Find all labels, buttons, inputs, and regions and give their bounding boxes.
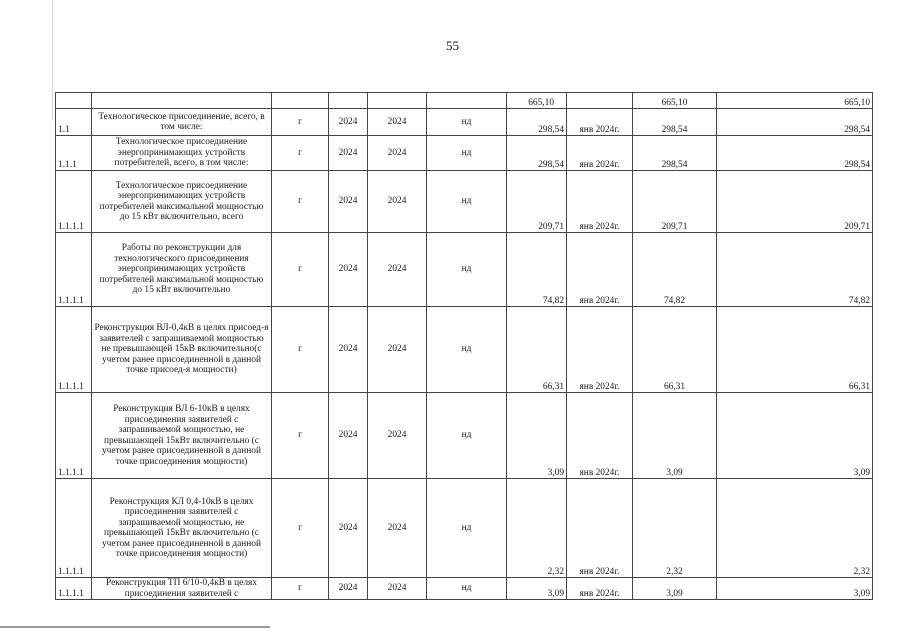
row-year-start: 2024 [329,136,368,171]
row-code: нд [427,578,507,600]
row-year-start: 2024 [329,578,368,600]
table-cell [329,93,368,109]
bottom-scan-edge [0,626,270,628]
row-date: янв 2024г. [567,307,633,393]
row-date: янв 2024г. [567,578,633,600]
table-row-total [56,93,873,109]
row-value-2: 3,09 [633,393,717,479]
table-cell [567,93,633,109]
table-row [56,233,873,307]
row-name: Технологическое присоединение, всего, в том числе: [92,109,272,136]
row-name: Технологическое присоединение энергопринимающих устройств потребителей, всего, в том числе: [92,136,272,171]
row-value-3: 66,31 [717,307,873,393]
row-year-end: 2024 [368,171,427,233]
row-value-1: 3,09 [507,578,567,600]
table-row [56,479,873,578]
row-value-3: 3,09 [717,578,873,600]
table-row [56,136,873,171]
row-number: 1.1 [56,109,92,136]
row-number: 1.1.1 [56,136,92,171]
row-unit: г [272,578,329,600]
table-cell [272,93,329,109]
row-name: Реконструкция КЛ 0,4-10кВ в целях присоединения заявителей с запрашиваемой мощностью, не превышающей 15кВт включительно (с учетом ранее присоединенной в данной точке присоединения мощности) [92,479,272,578]
row-number: 1.1.1.1 [56,171,92,233]
row-value-1: 2,32 [507,479,567,578]
row-name: Технологическое присоединение энергопринимающих устройств потребителей максимальной мощностью до 15 кВт включительно, всего [92,171,272,233]
row-code: нд [427,136,507,171]
row-value-2: 74,82 [633,233,717,307]
row-value-1: 209,71 [507,171,567,233]
binding-margin-line [52,0,53,120]
table-cell [368,93,427,109]
row-year-end: 2024 [368,578,427,600]
row-year-start: 2024 [329,109,368,136]
total-value-2: 665,10 [633,93,717,109]
row-unit: г [272,171,329,233]
row-value-3: 209,71 [717,171,873,233]
row-number: 1.1.1.1 [56,233,92,307]
row-date: янв 2024г. [567,109,633,136]
row-year-end: 2024 [368,136,427,171]
row-number: 1.1.1.1 [56,393,92,479]
row-value-2: 209,71 [633,171,717,233]
row-value-2: 298,54 [633,136,717,171]
row-name: Реконструкция ВЛ-0,4кВ в целях присоед-я заявителей с запрашиваемой мощностью не превышающей 15кВ включительно(с учетом ранее присоединенной в данной точке присоед-я мощности) [92,307,272,393]
table-cell [56,93,92,109]
row-date: янв 2024г. [567,171,633,233]
row-year-start: 2024 [329,479,368,578]
row-year-start: 2024 [329,233,368,307]
row-value-3: 3,09 [717,393,873,479]
row-year-end: 2024 [368,233,427,307]
row-unit: г [272,307,329,393]
page-number: 55 [446,38,459,53]
row-value-1: 298,54 [507,109,567,136]
row-year-start: 2024 [329,171,368,233]
row-unit: г [272,109,329,136]
table-row [56,171,873,233]
row-value-2: 298,54 [633,109,717,136]
row-year-start: 2024 [329,307,368,393]
row-name: Реконструкция ВЛ 6-10кВ в целях присоединения заявителей с запрашиваемой мощностью, не превышающей 15кВт включительно (с учетом ранее присоединенной в данной точке присоединения мощности) [92,393,272,479]
row-unit: г [272,479,329,578]
row-unit: г [272,233,329,307]
row-code: нд [427,479,507,578]
investment-table [55,92,873,600]
row-unit: г [272,136,329,171]
row-date: янв 2024г. [567,393,633,479]
row-name: Работы по реконструкции для технологического присоединения энергопринимающих устройств потребителей максимальной мощностью до 15 кВт включительно [92,233,272,307]
table-cell [92,93,272,109]
row-code: нд [427,171,507,233]
row-value-3: 2,32 [717,479,873,578]
row-value-3: 298,54 [717,109,873,136]
row-value-1: 298,54 [507,136,567,171]
row-value-2: 2,32 [633,479,717,578]
row-date: янв 2024г. [567,233,633,307]
row-value-1: 3,09 [507,393,567,479]
row-date: янв 2024г. [567,479,633,578]
row-year-end: 2024 [368,393,427,479]
row-value-2: 3,09 [633,578,717,600]
row-value-1: 74,82 [507,233,567,307]
row-year-end: 2024 [368,109,427,136]
table-row [56,393,873,479]
row-date: янв 2024г. [567,136,633,171]
table-row [56,307,873,393]
row-number: 1.1.1.1 [56,307,92,393]
row-year-end: 2024 [368,307,427,393]
row-code: нд [427,307,507,393]
row-number: 1.1.1.1 [56,578,92,600]
row-code: нд [427,233,507,307]
row-name: Реконструкция ТП 6/10-0,4кВ в целях присоединения заявителей с [92,578,272,600]
row-value-3: 298,54 [717,136,873,171]
row-code: нд [427,393,507,479]
row-code: нд [427,109,507,136]
row-unit: г [272,393,329,479]
row-year-end: 2024 [368,479,427,578]
table-cell [427,93,507,109]
row-value-2: 66,31 [633,307,717,393]
row-year-start: 2024 [329,393,368,479]
total-value-1: 665,10 [507,93,567,109]
row-value-3: 74,82 [717,233,873,307]
table-row [56,109,873,136]
table-row [56,578,873,600]
total-value-3: 665,10 [717,93,873,109]
row-value-1: 66,31 [507,307,567,393]
row-number: 1.1.1.1 [56,479,92,578]
